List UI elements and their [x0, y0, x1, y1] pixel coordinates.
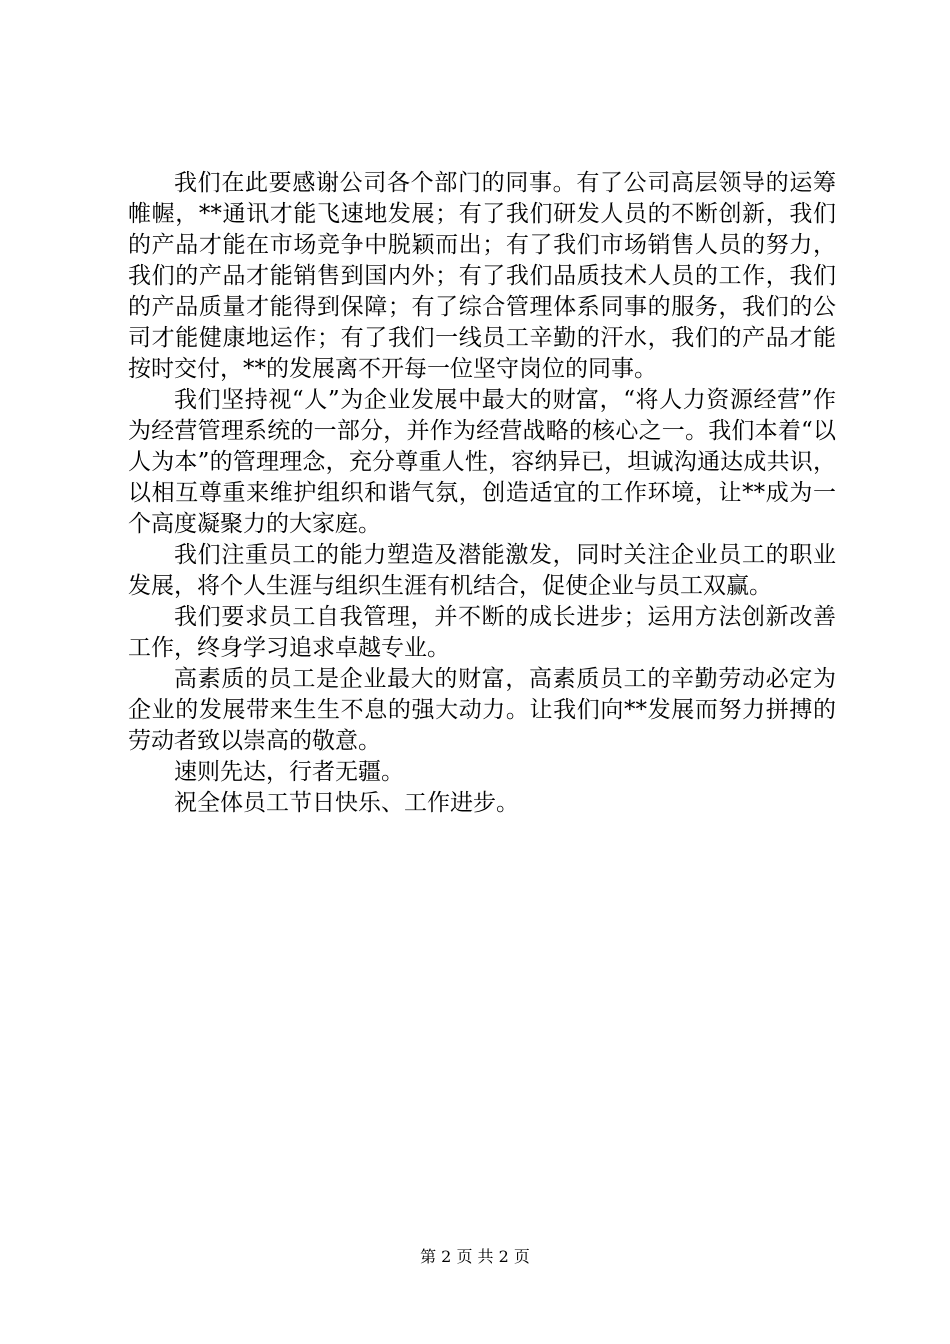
paragraph-people-first: 我们坚持视“人”为企业发展中最大的财富，“将人力资源经营”作为经营管理系统的一部分，并作为经营战略的核心之一。我们本着“以人为本”的管理理念，充分尊重人性，容纳异已，坦诚沟通达成共识，以相互尊重来维护组织和谐气氛，创造适宜的工作环境，让**成为一个高度凝聚力的大家庭。: [128, 387, 836, 537]
paragraph-career-development: 我们注重员工的能力塑造及潜能激发，同时关注企业员工的职业发展，将个人生涯与组织生涯有机结合，促使企业与员工双赢。: [128, 542, 836, 599]
page-number-footer: 第 2 页 共 2 页: [420, 1247, 530, 1266]
document-body: [128, 168, 836, 819]
paragraph-self-management: 我们要求员工自我管理，并不断的成长进步；运用方法创新改善工作，终身学习追求卓越专业。: [128, 604, 836, 661]
paragraph-greeting: 祝全体员工节日快乐、工作进步。: [174, 790, 519, 816]
paragraph-tribute: 高素质的员工是企业最大的财富，高素质员工的辛勤劳动必定为企业的发展带来生生不息的强大动力。让我们向**发展而努力拼搏的劳动者致以崇高的敬意。: [128, 666, 836, 754]
paragraph-thanks: 我们在此要感谢公司各个部门的同事。有了公司高层领导的运筹帷幄，**通讯才能飞速地发展；有了我们研发人员的不断创新，我们的产品才能在市场竞争中脱颖而出；有了我们市场销售人员的努力，我们的产品才能销售到国内外；有了我们品质技术人员的工作，我们的产品质量才能得到保障；有了综合管理体系同事的服务，我们的公司才能健康地运作；有了我们一线员工辛勤的汗水，我们的产品才能按时交付，**的发展离不开每一位坚守岗位的同事。: [128, 170, 836, 382]
paragraph-motto: 速则先达，行者无疆。: [174, 759, 404, 785]
